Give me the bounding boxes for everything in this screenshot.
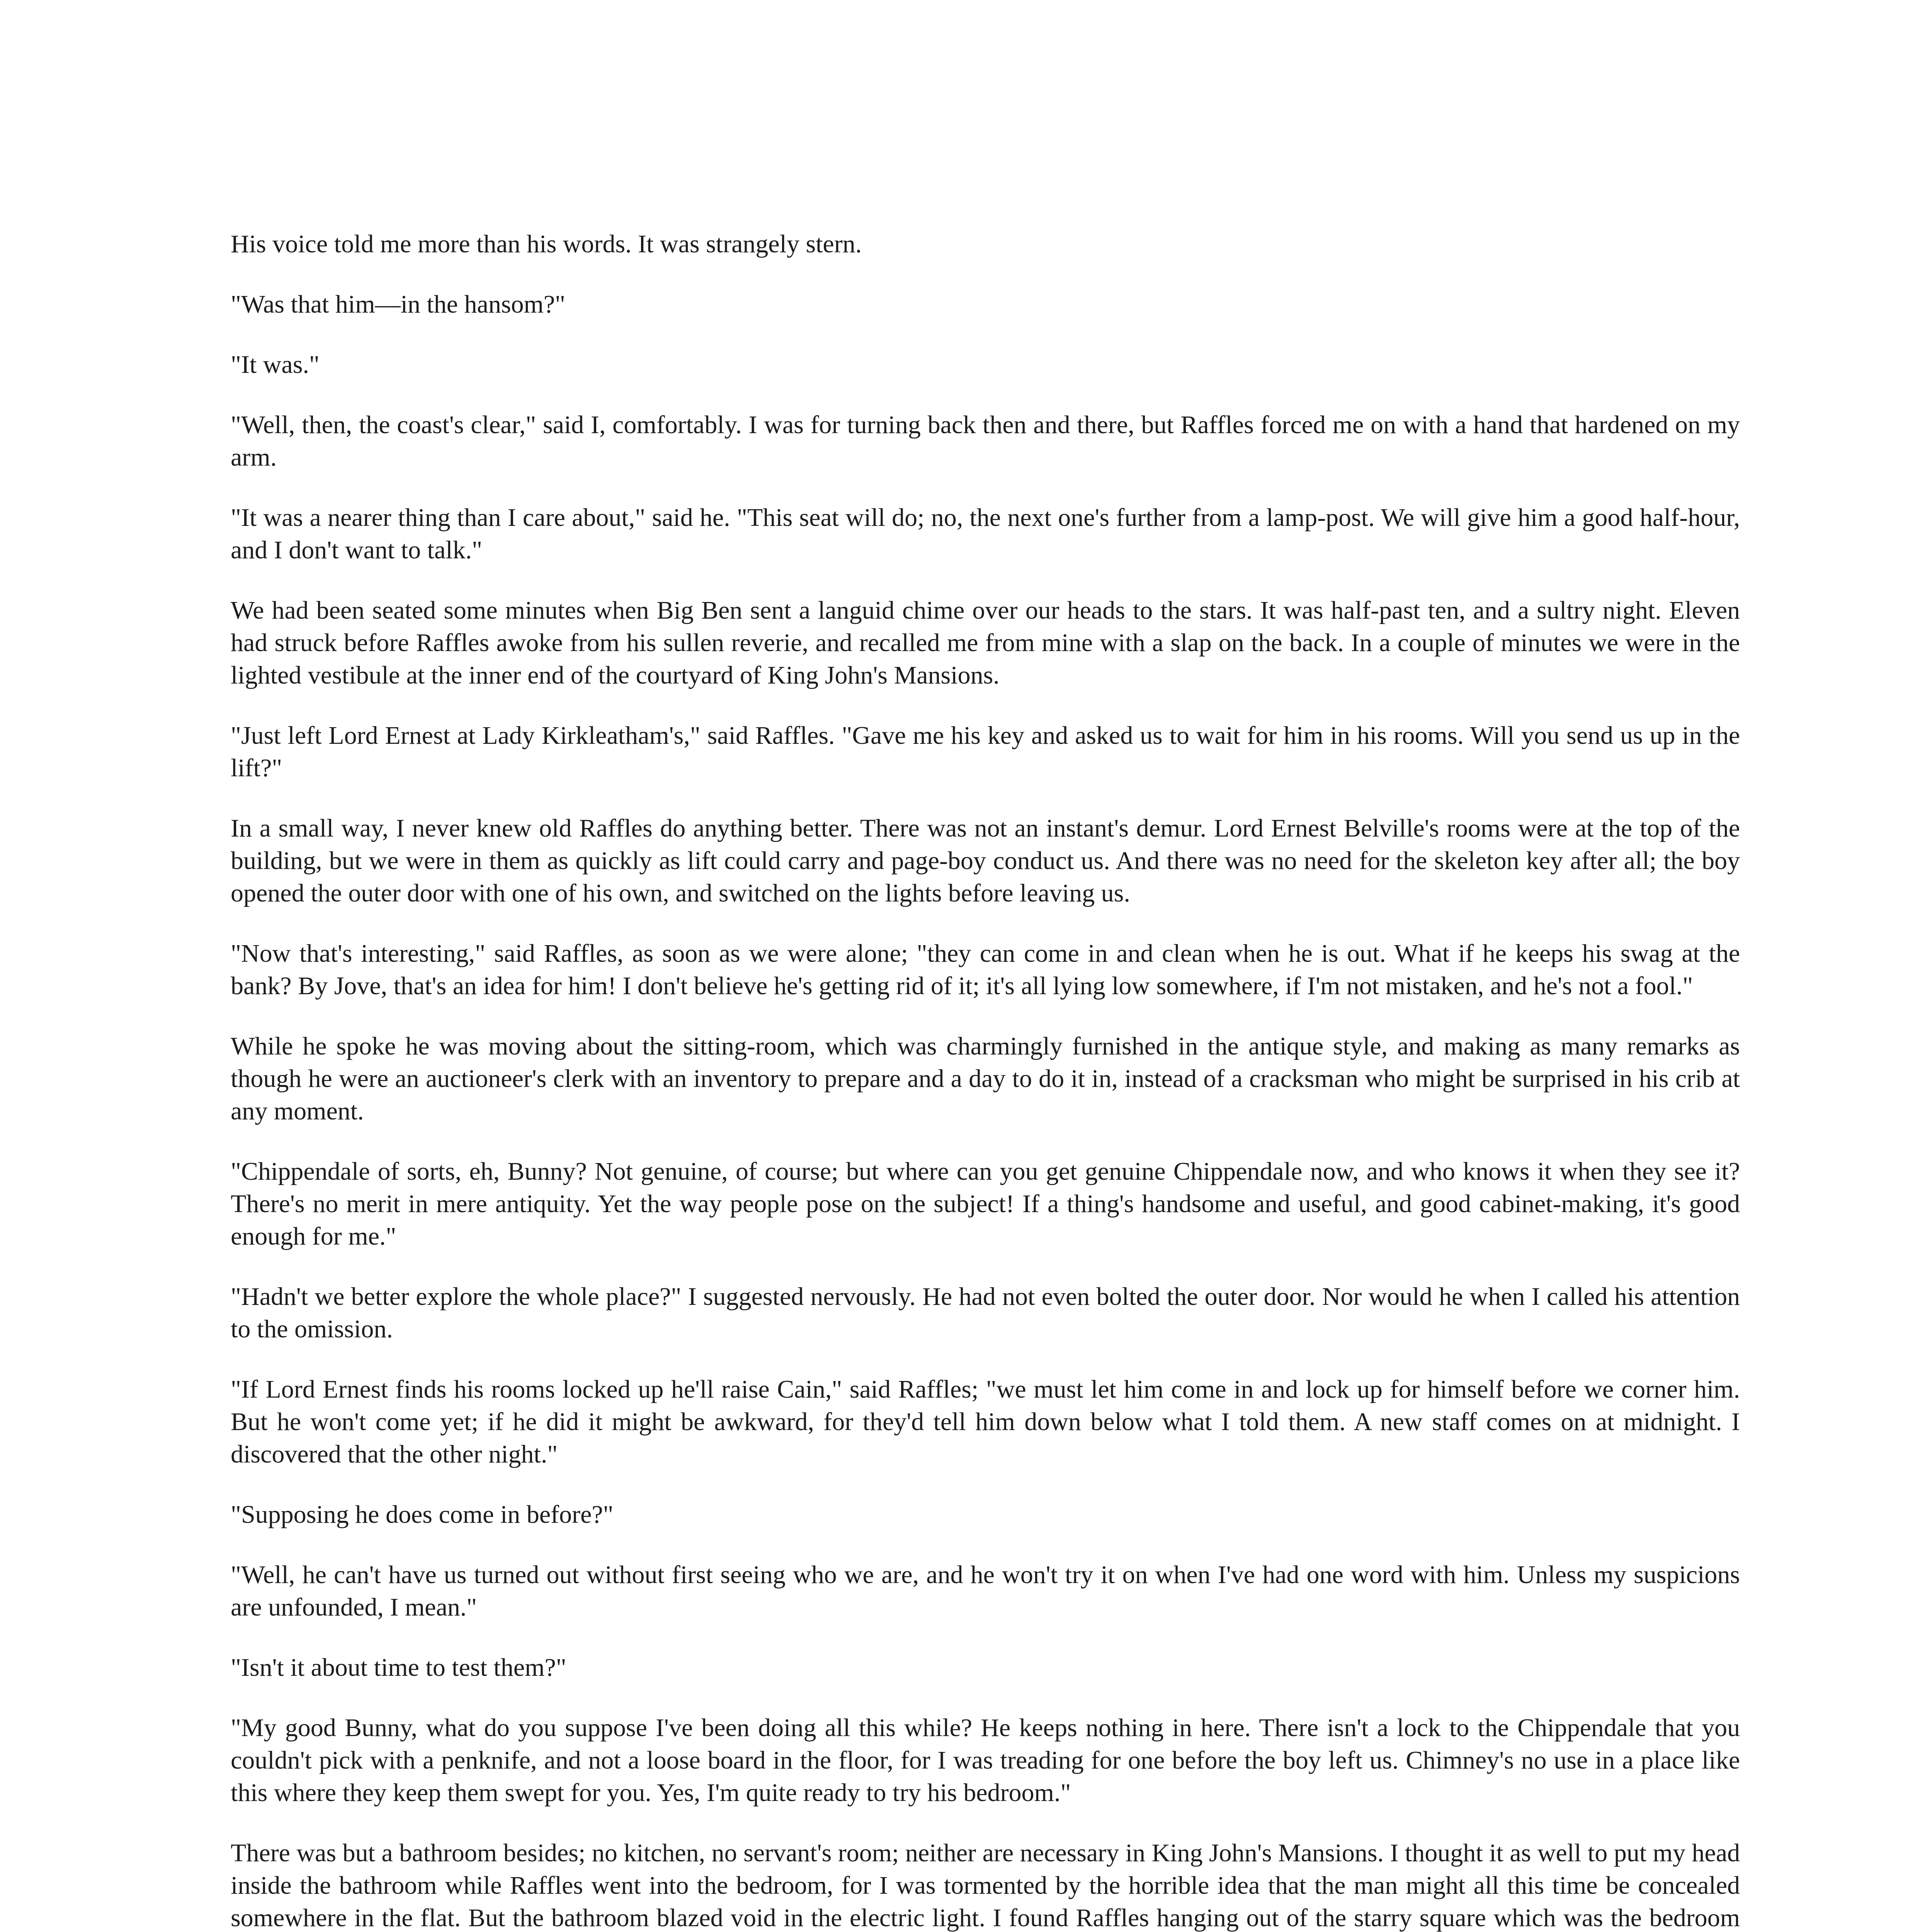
paragraph: "Chippendale of sorts, eh, Bunny? Not genuine, of course; but where can you get genuine Chippendale now, and who knows it when they see it? There's no merit in mere antiquity. Yet the way people pose on the subject! If a thing's handsome and useful, and good cabinet-making, it's good enough for me." (231, 1157, 1740, 1250)
paragraph: There was but a bathroom besides; no kitchen, no servant's room; neither are necessary in King John's Mansions. I thought it as well to put my head inside the bathroom while Raffles went into the bedroom, for I was tormented by the horrible idea that the man might all this time be concealed somewhere in the flat. But the bathroom blazed void in the electric light. I found Raffles hanging out of the starry square which was the bedroom (231, 1839, 1740, 1932)
paragraph: In a small way, I never knew old Raffles do anything better. There was not an instant's demur. Lord Ernest Belville's rooms were at the top of the building, but we were in them as quickly as lift could carry and page-boy conduct us. And there was no need for the skeleton key after all; the boy opened the outer door with one of his own, and switched on the lights before leaving us. (231, 814, 1740, 907)
paragraph: "Isn't it about time to test them?" (231, 1653, 566, 1682)
paragraph: "Well, he can't have us turned out without first seeing who we are, and he won't try it on when I've had one word with him. Unless my suspicions are unfounded, I mean." (231, 1561, 1740, 1621)
text-column (231, 228, 1740, 1932)
paragraph: While he spoke he was moving about the sitting-room, which was charmingly furnished in the antique style, and making as many remarks as though he were an auctioneer's clerk with an inventory to prepare and a day to do it in, instead of a cracksman who might be surprised in his crib at any moment. (231, 1032, 1740, 1125)
paragraph: We had been seated some minutes when Big Ben sent a languid chime over our heads to the stars. It was half-past ten, and a sultry night. Eleven had struck before Raffles awoke from his sullen reverie, and recalled me from mine with a slap on the back. In a couple of minutes we were in the lighted vestibule at the inner end of the courtyard of King John's Mansions. (231, 596, 1740, 689)
paragraph: "Well, then, the coast's clear," said I, comfortably. I was for turning back then and there, but Raffles forced me on with a hand that hardened on my arm. (231, 411, 1740, 471)
paragraph: "It was." (231, 350, 320, 379)
paragraph: "Now that's interesting," said Raffles, as soon as we were alone; "they can come in and clean when he is out. What if he keeps his swag at the bank? By Jove, that's an idea for him! I don't believe he's getting rid of it; it's all lying low somewhere, if I'm not mistaken, and he's not a fool." (231, 939, 1740, 1000)
paragraph: "Just left Lord Ernest at Lady Kirkleatham's," said Raffles. "Gave me his key and asked us to wait for him in his rooms. Will you send us up in the lift?" (231, 721, 1740, 782)
paragraph: "My good Bunny, what do you suppose I've been doing all this while? He keeps nothing in here. There isn't a lock to the Chippendale that you couldn't pick with a penknife, and not a loose board in the floor, for I was treading for one before the boy left us. Chimney's no use in a place like this where they keep them swept for you. Yes, I'm quite ready to try his bedroom." (231, 1714, 1740, 1807)
paragraph: "Supposing he does come in before?" (231, 1500, 614, 1529)
paragraph: His voice told me more than his words. It was strangely stern. (231, 230, 862, 258)
paragraph: "Was that him—in the hansom?" (231, 290, 566, 318)
paragraph: "It was a nearer thing than I care about," said he. "This seat will do; no, the next one's further from a lamp-post. We will give him a good half-hour, and I don't want to talk." (231, 503, 1740, 564)
paragraph: "Hadn't we better explore the whole place?" I suggested nervously. He had not even bolted the outer door. Nor would he when I called his attention to the omission. (231, 1282, 1740, 1343)
paragraph: "If Lord Ernest finds his rooms locked up he'll raise Cain," said Raffles; "we must let him come in and lock up for himself before we corner him. But he won't come yet; if he did it might be awkward, for they'd tell him down below what I told them. A new staff comes on at midnight. I discovered that the other night." (231, 1375, 1740, 1468)
